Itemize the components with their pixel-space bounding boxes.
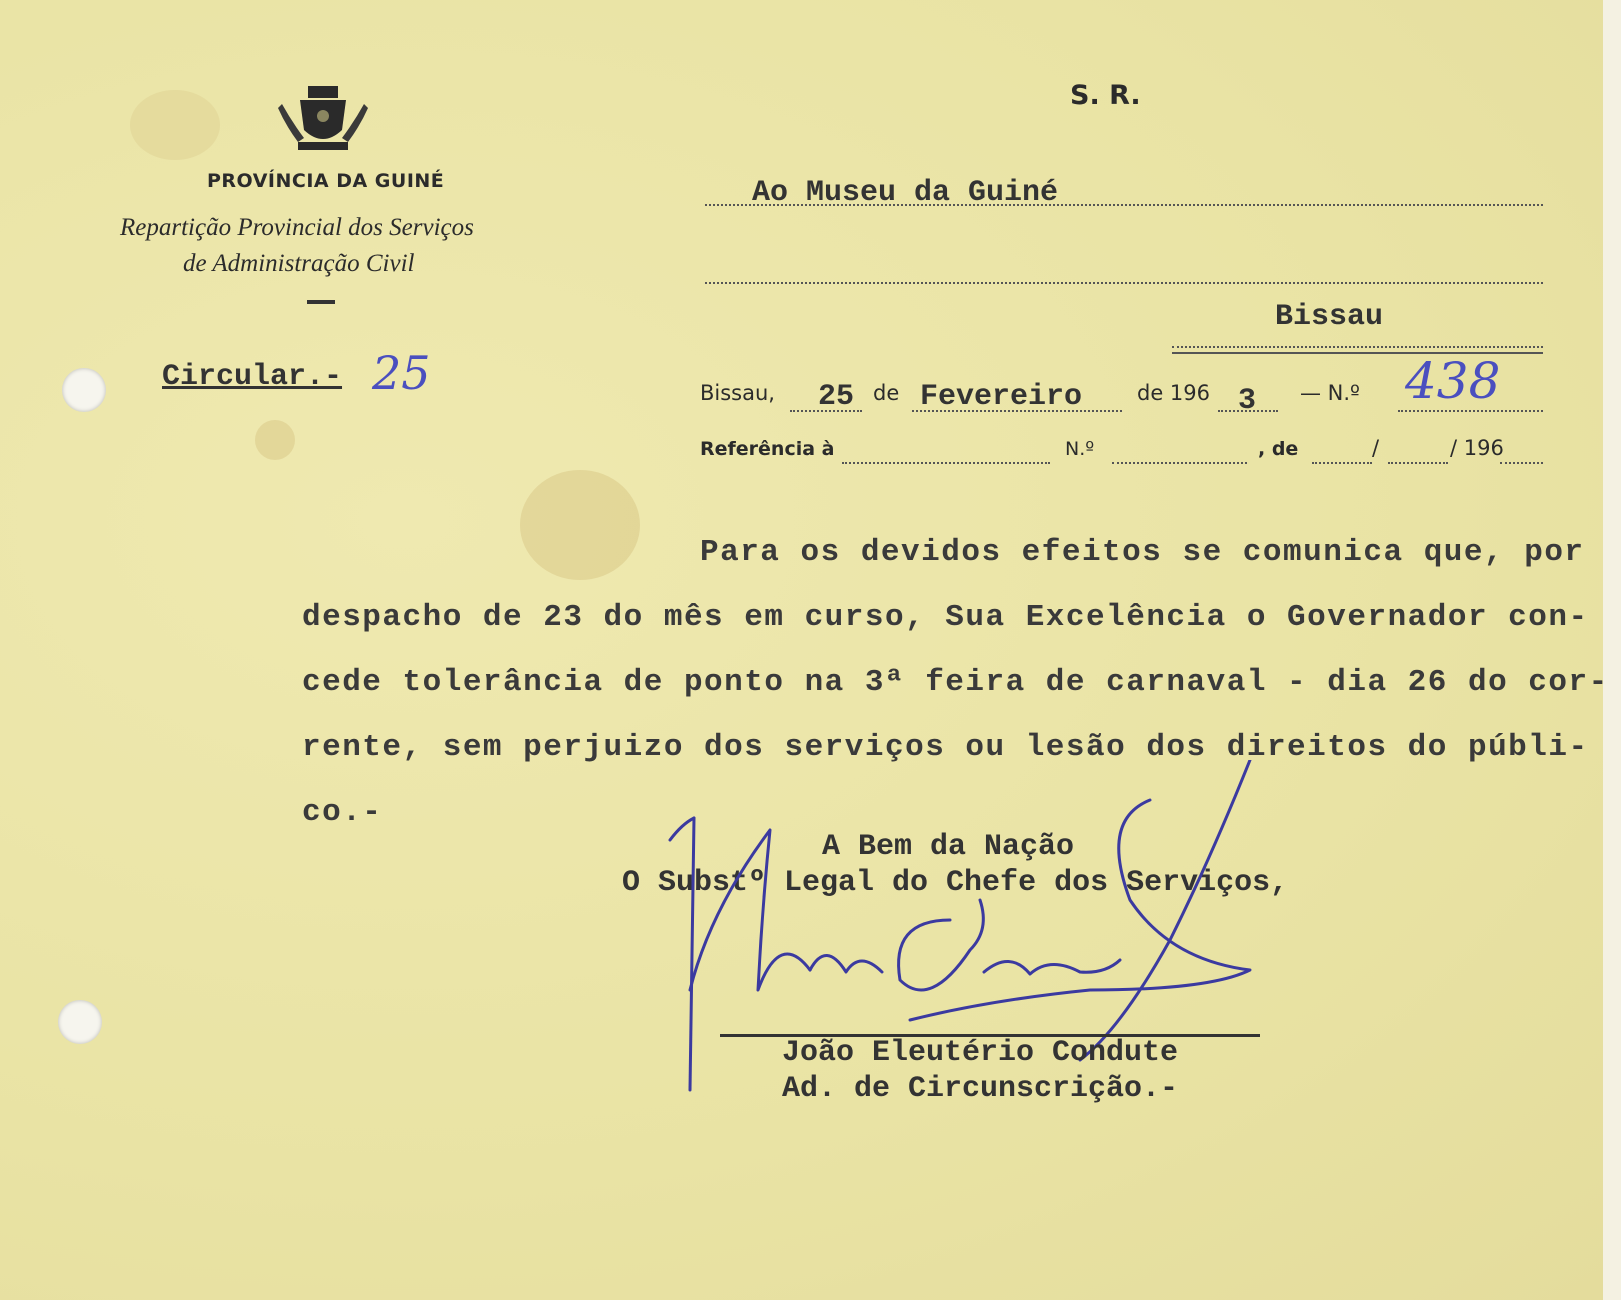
date-de: de [873, 381, 900, 405]
closing-salutation: A Bem da Nação [822, 830, 1075, 864]
date-year-digit: 3 [1238, 384, 1257, 418]
city-dotted-line [1172, 346, 1543, 348]
province-title: PROVÍNCIA DA GUINÉ [207, 170, 445, 192]
number-label: — N.º [1300, 381, 1360, 405]
date-place: Bissau, [700, 381, 775, 405]
reference-day-dotted-line [1312, 462, 1372, 464]
reference-no-dotted-line [1112, 462, 1247, 464]
coat-of-arms-emblem [278, 82, 368, 154]
number-dotted-line [1398, 410, 1543, 412]
date-year-prefix: de 196 [1137, 381, 1211, 405]
signatory-title: O Substº Legal do Chefe dos Serviços, [622, 866, 1289, 900]
body-line-5: co.- [302, 795, 383, 830]
paper-stain [255, 420, 295, 460]
circular-number: 25 [372, 346, 431, 400]
paper-stain [130, 90, 220, 160]
reference-no-label: N.º [1065, 438, 1095, 460]
body-line-1: Para os devidos efeitos se comunica que, por [700, 535, 1585, 570]
reference-month-dotted-line [1388, 462, 1448, 464]
punch-hole [62, 368, 106, 412]
department-line-2: de Administração Civil [183, 250, 415, 277]
signatory-role: Ad. de Circunscrição.- [782, 1072, 1179, 1106]
punch-hole [58, 1000, 102, 1044]
city-line: Bissau [1275, 300, 1384, 334]
paper-edge [1603, 0, 1621, 1300]
date-month: Fevereiro [920, 380, 1083, 414]
body-line-4: rente, sem perjuizo dos serviços ou lesão dos direitos do públi- [302, 730, 1589, 765]
recipient-dotted-line [705, 204, 1543, 206]
paper-stain [520, 470, 640, 580]
reference-dotted-line [842, 462, 1050, 464]
reference-de-label: , de [1258, 438, 1299, 460]
date-day: 25 [818, 380, 855, 414]
body-line-3: cede tolerância de ponto na 3ª feira de carnaval - dia 26 do cor- [302, 665, 1609, 700]
signatory-name: João Eleutério Condute [782, 1036, 1179, 1070]
recipient-line: Ao Museu da Guiné [752, 176, 1059, 210]
reference-slash: / [1372, 436, 1380, 460]
circular-label: Circular.- [162, 360, 343, 394]
body-line-2: despacho de 23 do mês em curso, Sua Excelência o Governador con- [302, 600, 1589, 635]
reference-year-dotted-line [1500, 462, 1543, 464]
reference-year: / 196 [1450, 436, 1504, 460]
sr-mark: S. R. [1070, 80, 1141, 111]
recipient-dotted-line [705, 282, 1543, 284]
department-line-1: Repartição Provincial dos Serviços [120, 214, 474, 241]
document-number: 438 [1405, 352, 1501, 410]
header-divider [307, 300, 335, 304]
reference-label: Referência à [700, 438, 835, 460]
